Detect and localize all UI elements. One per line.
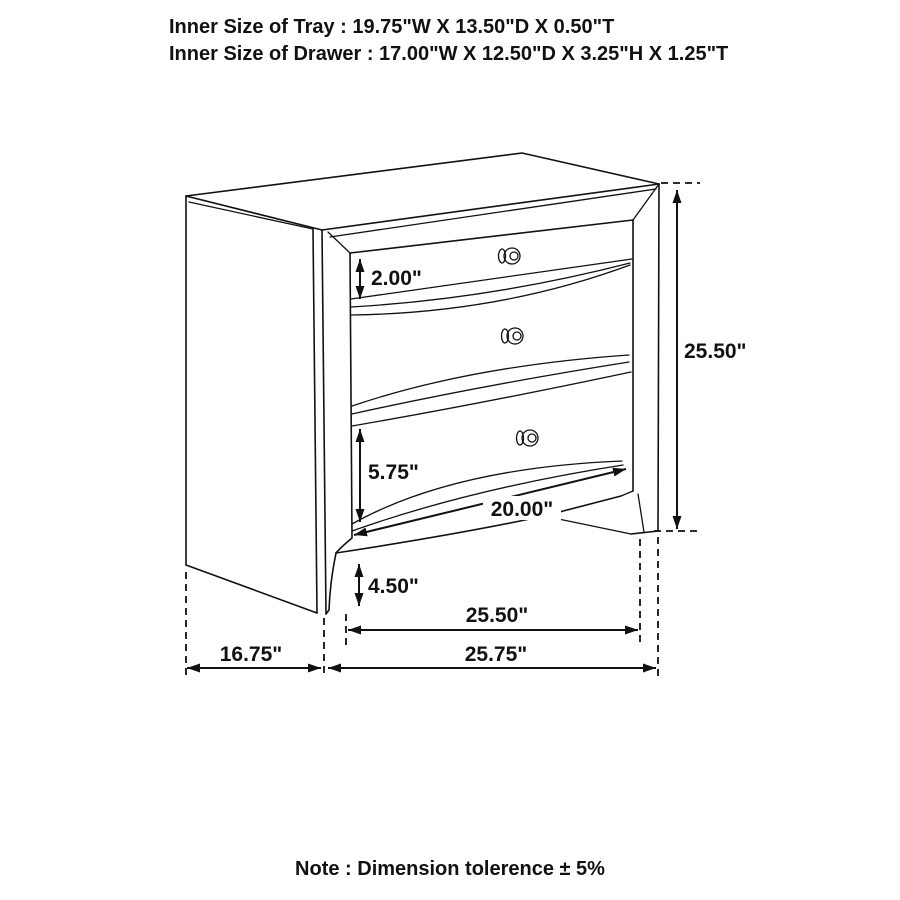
side-depth-label: 16.75" [219, 643, 283, 666]
dimension-arrows [187, 190, 677, 668]
leg-height-label: 4.50" [368, 575, 419, 598]
tray-size-text: Inner Size of Tray : 19.75"W X 13.50"D X 0.50"T [169, 16, 615, 38]
cabinet-outline [186, 153, 659, 614]
right-leg-flare-edge [621, 491, 633, 496]
overall-height-label: 25.50" [684, 340, 747, 363]
knob-icon [517, 430, 539, 446]
drawer2-sculpt-crease [352, 362, 629, 414]
top-face-back-edge [186, 153, 659, 196]
glide-length-label: 20.00" [490, 498, 554, 521]
overall-width-label: 25.75" [464, 643, 528, 666]
top-chamfer-edge [330, 189, 656, 237]
knob-icon [499, 248, 521, 264]
drawer1-height-label: 2.00" [371, 267, 422, 290]
frame-miter-top-right [633, 184, 659, 220]
drawer-size-text: Inner Size of Drawer : 17.00"W X 12.50"D X 3.25"H X 1.25"T [169, 43, 729, 65]
right-leg-inner-line [638, 494, 644, 532]
side-panel-front-edge [313, 229, 317, 613]
knob-icon [502, 328, 524, 344]
frame-inner-left-edge [336, 253, 352, 553]
side-panel-top-edge [189, 202, 313, 229]
tolerance-note: Note : Dimension tolerence ± 5% [295, 858, 605, 880]
left-leg-inner-edge [326, 553, 336, 614]
drawer3-top-edge [352, 372, 631, 426]
top-face-left-edge [186, 196, 322, 230]
side-panel-back-bottom-edge [186, 196, 317, 613]
frame-side-edge [322, 230, 326, 614]
frame-inner-top-edge [350, 220, 633, 253]
drawer-fronts [326, 248, 658, 614]
frame-right-outer-edge [658, 184, 659, 531]
width-between-legs-label: 25.50" [465, 604, 529, 627]
drawer3-height-label: 5.75" [368, 461, 419, 484]
construction-lines [186, 183, 700, 678]
